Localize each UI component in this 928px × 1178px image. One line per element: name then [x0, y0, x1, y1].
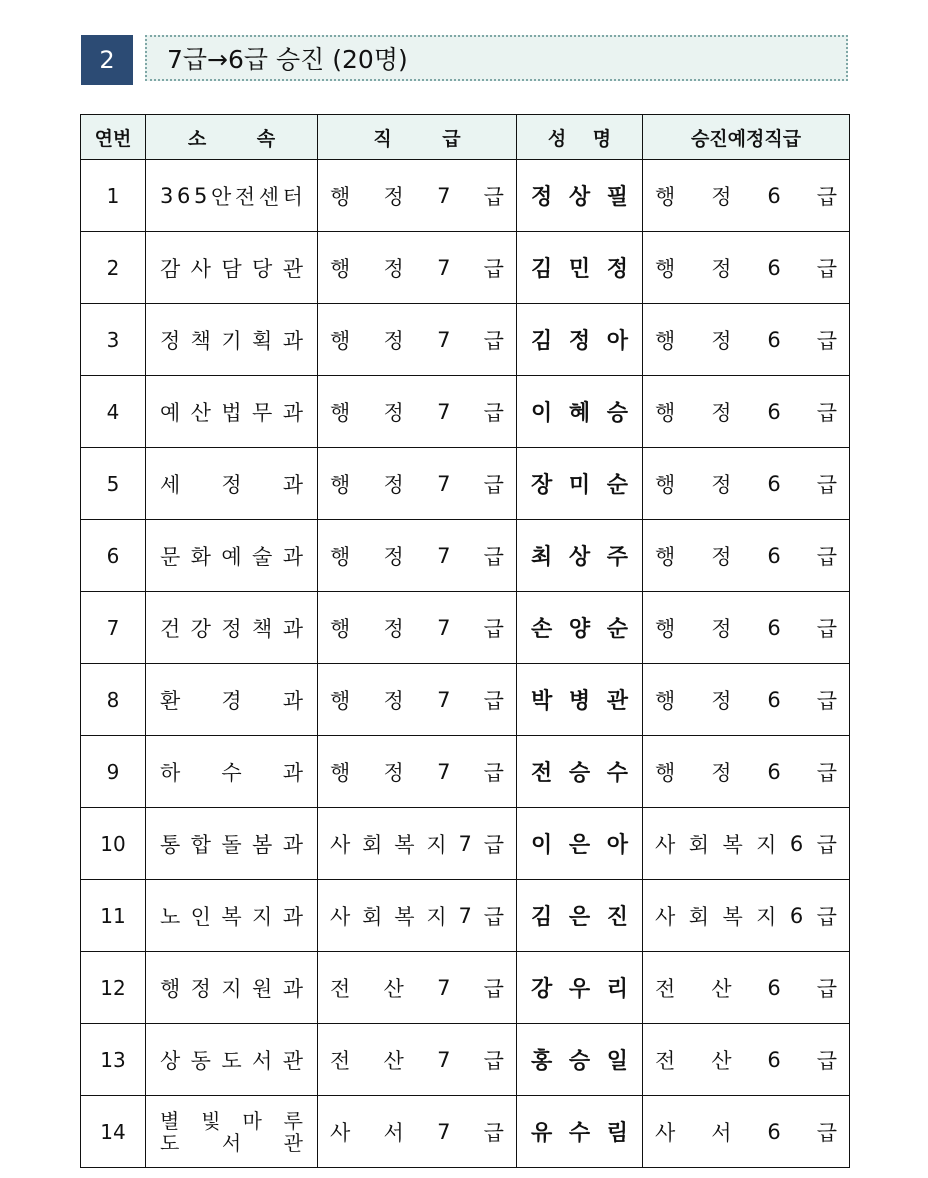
dept-name: 하 수 과 [160, 760, 303, 785]
person-name: 박 병 관 [531, 689, 628, 714]
table-row [81, 304, 850, 376]
name-cell [517, 592, 643, 664]
next-grade-cell [643, 448, 850, 520]
name-cell [517, 520, 643, 592]
name-cell [517, 448, 643, 520]
grade-cell [318, 880, 517, 952]
table-row [81, 808, 850, 880]
name-cell [517, 808, 643, 880]
grade-cell [318, 304, 517, 376]
dept-cell [146, 448, 318, 520]
dept-cell [146, 880, 318, 952]
next-grade-cell [643, 376, 850, 448]
current-grade: 전 산 7 급 [330, 1047, 504, 1073]
row-number: 12 [81, 952, 146, 1024]
next-grade: 행 정 6 급 [655, 759, 837, 785]
person-name: 이 은 아 [531, 833, 628, 858]
dept-name: 세 정 과 [160, 472, 303, 497]
next-grade-cell [643, 664, 850, 736]
person-name: 정 상 필 [531, 185, 628, 210]
next-grade: 행 정 6 급 [655, 687, 837, 713]
dept-cell [146, 1096, 318, 1168]
dept-cell [146, 808, 318, 880]
dept-cell [146, 232, 318, 304]
row-number: 5 [81, 448, 146, 520]
header-dept: 소 속 [146, 115, 318, 160]
next-grade: 행 정 6 급 [655, 471, 837, 497]
section-number: 2 [81, 35, 133, 85]
grade-cell [318, 160, 517, 232]
dept-name: 문 화 예 술 과 [160, 544, 303, 569]
next-grade: 전 산 6 급 [655, 975, 837, 1001]
next-grade-cell [643, 736, 850, 808]
dept-name: 노 인 복 지 과 [160, 904, 303, 929]
person-name: 유 수 림 [531, 1121, 628, 1146]
dept-name: 예 산 법 무 과 [160, 400, 303, 425]
current-grade: 사 회 복 지 7 급 [330, 831, 504, 857]
name-cell [517, 376, 643, 448]
next-grade: 사 서 6 급 [655, 1119, 837, 1145]
person-name: 김 민 정 [531, 257, 628, 282]
dept-cell [146, 1024, 318, 1096]
next-grade: 행 정 6 급 [655, 327, 837, 353]
row-number: 1 [81, 160, 146, 232]
dept-name-line2: 도 서 관 [160, 1130, 303, 1155]
next-grade: 행 정 6 급 [655, 543, 837, 569]
name-cell [517, 664, 643, 736]
next-grade-cell [643, 952, 850, 1024]
current-grade: 행 정 7 급 [330, 183, 504, 209]
next-grade-cell [643, 160, 850, 232]
dept-cell [146, 520, 318, 592]
section-title: 7급→6급 승진 (20명) [167, 45, 408, 74]
header-grade: 직 급 [318, 115, 517, 160]
table-row [81, 376, 850, 448]
row-number: 6 [81, 520, 146, 592]
dept-name: 통 합 돌 봄 과 [160, 832, 303, 857]
dept-cell [146, 736, 318, 808]
dept-name: 건 강 정 책 과 [160, 616, 303, 641]
grade-cell [318, 448, 517, 520]
table-row [81, 592, 850, 664]
current-grade: 행 정 7 급 [330, 687, 504, 713]
grade-cell [318, 232, 517, 304]
dept-name-two-line [146, 1110, 317, 1154]
dept-name: 3 6 5 안 전 센 터 [160, 183, 303, 209]
next-grade-cell [643, 808, 850, 880]
row-number: 8 [81, 664, 146, 736]
next-grade: 행 정 6 급 [655, 183, 837, 209]
dept-name-line1: 별 빛 마 루 [160, 1108, 303, 1133]
dept-cell [146, 952, 318, 1024]
row-number: 7 [81, 592, 146, 664]
grade-cell [318, 736, 517, 808]
next-grade: 행 정 6 급 [655, 399, 837, 425]
table-row [81, 448, 850, 520]
next-grade-cell [643, 520, 850, 592]
dept-cell [146, 376, 318, 448]
name-cell [517, 1096, 643, 1168]
next-grade: 행 정 6 급 [655, 615, 837, 641]
next-grade: 사 회 복 지 6 급 [655, 831, 837, 857]
next-grade-cell [643, 880, 850, 952]
table-row [81, 232, 850, 304]
row-number: 2 [81, 232, 146, 304]
person-name: 김 정 아 [531, 329, 628, 354]
grade-cell [318, 664, 517, 736]
dept-name: 감 사 담 당 관 [160, 256, 303, 281]
dept-cell [146, 592, 318, 664]
current-grade: 사 회 복 지 7 급 [330, 903, 504, 929]
next-grade-cell [643, 1024, 850, 1096]
row-number: 14 [81, 1096, 146, 1168]
section-header [81, 35, 848, 85]
table-row [81, 160, 850, 232]
grade-cell [318, 808, 517, 880]
grade-cell [318, 1096, 517, 1168]
current-grade: 행 정 7 급 [330, 543, 504, 569]
current-grade: 전 산 7 급 [330, 975, 504, 1001]
name-cell [517, 880, 643, 952]
current-grade: 행 정 7 급 [330, 759, 504, 785]
name-cell [517, 1024, 643, 1096]
grade-cell [318, 1024, 517, 1096]
name-cell [517, 160, 643, 232]
table-row [81, 1096, 850, 1168]
current-grade: 행 정 7 급 [330, 615, 504, 641]
dept-name: 행 정 지 원 과 [160, 976, 303, 1001]
person-name: 손 양 순 [531, 617, 628, 642]
next-grade-cell [643, 1096, 850, 1168]
table-row [81, 520, 850, 592]
section-title-box [145, 35, 848, 81]
person-name: 장 미 순 [531, 473, 628, 498]
grade-cell [318, 376, 517, 448]
row-number: 11 [81, 880, 146, 952]
table-row [81, 736, 850, 808]
header-name: 성 명 [517, 115, 643, 160]
next-grade-cell [643, 304, 850, 376]
current-grade: 행 정 7 급 [330, 471, 504, 497]
row-number: 9 [81, 736, 146, 808]
table-row [81, 952, 850, 1024]
row-number: 13 [81, 1024, 146, 1096]
promotion-table [80, 114, 850, 1168]
table-row [81, 1024, 850, 1096]
person-name: 강 우 리 [531, 977, 628, 1002]
current-grade: 사 서 7 급 [330, 1119, 504, 1145]
person-name: 홍 승 일 [531, 1049, 628, 1074]
next-grade: 전 산 6 급 [655, 1047, 837, 1073]
name-cell [517, 952, 643, 1024]
dept-name: 상 동 도 서 관 [160, 1048, 303, 1073]
dept-cell [146, 664, 318, 736]
header-no: 연번 [81, 115, 146, 160]
grade-cell [318, 592, 517, 664]
dept-cell [146, 304, 318, 376]
person-name: 이 혜 승 [531, 401, 628, 426]
current-grade: 행 정 7 급 [330, 327, 504, 353]
dept-name: 환 경 과 [160, 688, 303, 713]
next-grade: 사 회 복 지 6 급 [655, 903, 837, 929]
table-row [81, 880, 850, 952]
dept-cell [146, 160, 318, 232]
name-cell [517, 736, 643, 808]
row-number: 4 [81, 376, 146, 448]
name-cell [517, 232, 643, 304]
grade-cell [318, 952, 517, 1024]
next-grade-cell [643, 232, 850, 304]
next-grade-cell [643, 592, 850, 664]
grade-cell [318, 520, 517, 592]
table-header-row [81, 115, 850, 160]
next-grade: 행 정 6 급 [655, 255, 837, 281]
person-name: 전 승 수 [531, 761, 628, 786]
row-number: 10 [81, 808, 146, 880]
header-next-grade: 승진예정직급 [643, 115, 850, 160]
name-cell [517, 304, 643, 376]
person-name: 최 상 주 [531, 545, 628, 570]
current-grade: 행 정 7 급 [330, 399, 504, 425]
table-row [81, 664, 850, 736]
person-name: 김 은 진 [531, 905, 628, 930]
row-number: 3 [81, 304, 146, 376]
dept-name: 정 책 기 획 과 [160, 328, 303, 353]
current-grade: 행 정 7 급 [330, 255, 504, 281]
